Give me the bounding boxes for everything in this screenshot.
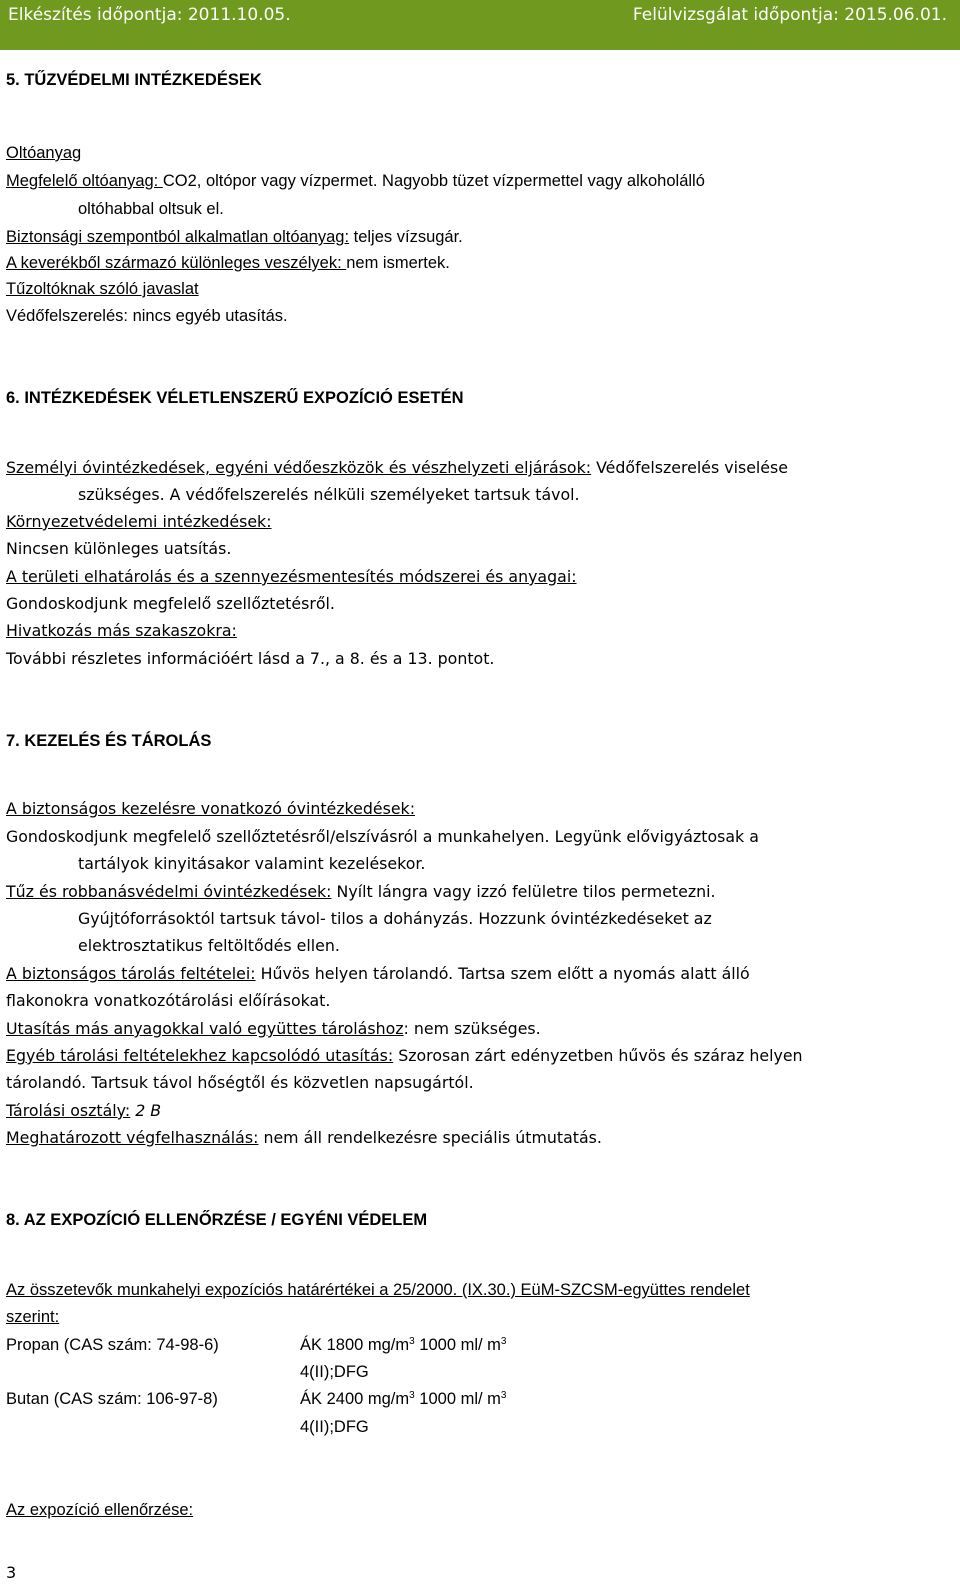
butan-limits [300,1388,506,1413]
s8-line-1: Az összetevők munkahelyi expozíciós határértékei a 25/2000. (IX.30.) EüM-SZCSM-együttes rendelet [6,1281,750,1299]
s5-line-3-label: A keverékből származó különleges veszélyek: [6,254,347,272]
s7-line-4-cont: flakonokra vonatkozótárolási előírásokat. [6,991,331,1010]
propan-sup-b: 3 [500,1336,507,1347]
butan-sup-a: 3 [409,1390,415,1401]
butan-ml: 1000 ml/ m [414,1390,501,1408]
s6-line-3: Nincsen különleges uatsítás. [6,539,232,558]
s7-line-6-text: Szorosan zárt edényzetben hűvös és száraz helyen [393,1046,803,1065]
s7-line-3-cont-2: elektrosztatikus feltöltődés ellen. [78,936,340,955]
s5-line-2-label: Biztonsági szempontból alkalmatlan oltóanyag: [6,228,350,246]
s5-line-1 [6,170,705,192]
s7-line-3-label: Tűz és robbanásvédelmi óvintézkedések: [6,882,332,901]
butan-sup-b: 3 [500,1390,507,1401]
s7-line-6-label: Egyéb tárolási feltételekhez kapcsolódó utasítás: [6,1046,394,1065]
s7-line-7-label: Tárolási osztály: [6,1101,131,1120]
s5-line-1-text: CO2, oltópor vagy vízpermet. Nagyobb tüzet vízpermettel vagy alkoholálló [162,172,705,190]
s6-line-1 [6,457,788,479]
s7-line-8-label: Meghatározott végfelhasználás: [6,1128,259,1147]
s7-line-6 [6,1045,803,1067]
s7-line-6-cont: tárolandó. Tartsuk távol hőségtől és közvetlen napsugártól. [6,1073,474,1092]
s6-line-5: Gondoskodjunk megfelelő szellőztetésről. [6,594,335,613]
page-header [0,0,960,50]
propan-sup-a: 3 [409,1336,415,1347]
s6-line-1-text: Védőfelszerelés viselése [591,458,788,477]
s6-line-2: Környezetvédelemi intézkedések: [6,512,272,531]
s5-line-4: Tűzoltóknak szóló javaslat [6,280,199,298]
s7-line-5-label: Utasítás más anyagokkal való együttes tároláshoz [6,1019,404,1038]
s6-line-1-cont: szükséges. A védőfelszerelés nélküli személyeket tartsuk távol. [78,485,580,504]
propan-ak: ÁK 1800 mg/m [300,1336,410,1354]
butan-ak: ÁK 2400 mg/m [300,1390,410,1408]
s7-line-8-text: nem áll rendelkezésre speciális útmutatás. [258,1128,602,1147]
s6-line-1-label: Személyi óvintézkedések, egyéni védőeszközök és vészhelyzeti eljárások: [6,458,592,477]
s7-line-8 [6,1127,602,1149]
propan-ml: 1000 ml/ m [414,1336,501,1354]
page-number: 3 [6,1563,17,1582]
s5-line-2-text: teljes vízsugár. [349,228,463,246]
s6-line-4: A területi elhatárolás és a szennyezésmentesítés módszerei és anyagai: [6,567,577,586]
butan-name: Butan (CAS szám: 106-97-8) [6,1390,218,1408]
s8-last-line: Az expozíció ellenőrzése: [6,1501,194,1519]
s5-line-5: Védőfelszerelés: nincs egyéb utasítás. [6,307,288,325]
revision-date: Felülvizsgálat időpontja: 2015.06.01. [632,5,947,25]
s6-line-6: Hivatkozás más szakaszokra: [6,621,237,640]
s7-line-3-cont-1: Gyújtóforrásoktól tartsuk távol- tilos a dohányzás. Hozzunk óvintézkedéseket az [78,909,712,928]
s7-line-3-text: Nyílt lángra vagy izzó felületre tilos permetezni. [331,882,716,901]
s5-line-1-cont: oltóhabbal oltsuk el. [78,200,224,218]
s7-line-4-text: Hűvös helyen tárolandó. Tartsa szem előtt a nyomás alatt álló [255,964,750,983]
s7-line-3 [6,881,716,903]
s5-oltoanyag: Oltóanyag [6,144,82,162]
s5-line-2 [6,226,463,248]
s7-line-5-text: : nem szükséges. [403,1019,541,1038]
s7-line-2-cont: tartályok kinyitásakor valamint kezelésekor. [78,854,426,873]
s7-line-1: A biztonságos kezelésre vonatkozó óvintézkedések: [6,799,416,818]
propan-name: Propan (CAS szám: 74-98-6) [6,1336,219,1354]
section-5-title: 5. TŰZVÉDELMI INTÉZKEDÉSEK [6,71,262,89]
section-6-title: 6. INTÉZKEDÉSEK VÉLETLENSZERŰ EXPOZÍCIÓ ESETÉN [6,389,464,407]
s7-line-7-text: 2 B [130,1101,162,1120]
s7-line-2: Gondoskodjunk megfelelő szellőztetésről/elszívásról a munkahelyen. Legyünk elővigyáztosak a [6,827,759,846]
butan-dfg: 4(II);DFG [300,1418,369,1436]
s7-line-4-label: A biztonságos tárolás feltételei: [6,964,256,983]
propan-limits [300,1334,506,1359]
s7-line-5 [6,1018,541,1040]
section-8-title: 8. AZ EXPOZÍCIÓ ELLENŐRZÉSE / EGYÉNI VÉDELEM [6,1211,428,1229]
s5-line-1-label: Megfelelő oltóanyag: [6,172,163,190]
s7-line-7 [6,1100,161,1122]
propan-dfg: 4(II);DFG [300,1363,369,1381]
section-7-title: 7. KEZELÉS ÉS TÁROLÁS [6,732,212,750]
s6-line-7: További részletes információért lásd a 7., a 8. és a 13. pontot. [6,649,495,668]
s5-line-3-text: nem ismertek. [346,254,450,272]
creation-date: Elkészítés időpontja: 2011.10.05. [8,5,291,25]
s7-line-4 [6,963,750,985]
s5-line-3 [6,252,450,274]
s8-line-1-cont: szerint: [6,1308,60,1326]
